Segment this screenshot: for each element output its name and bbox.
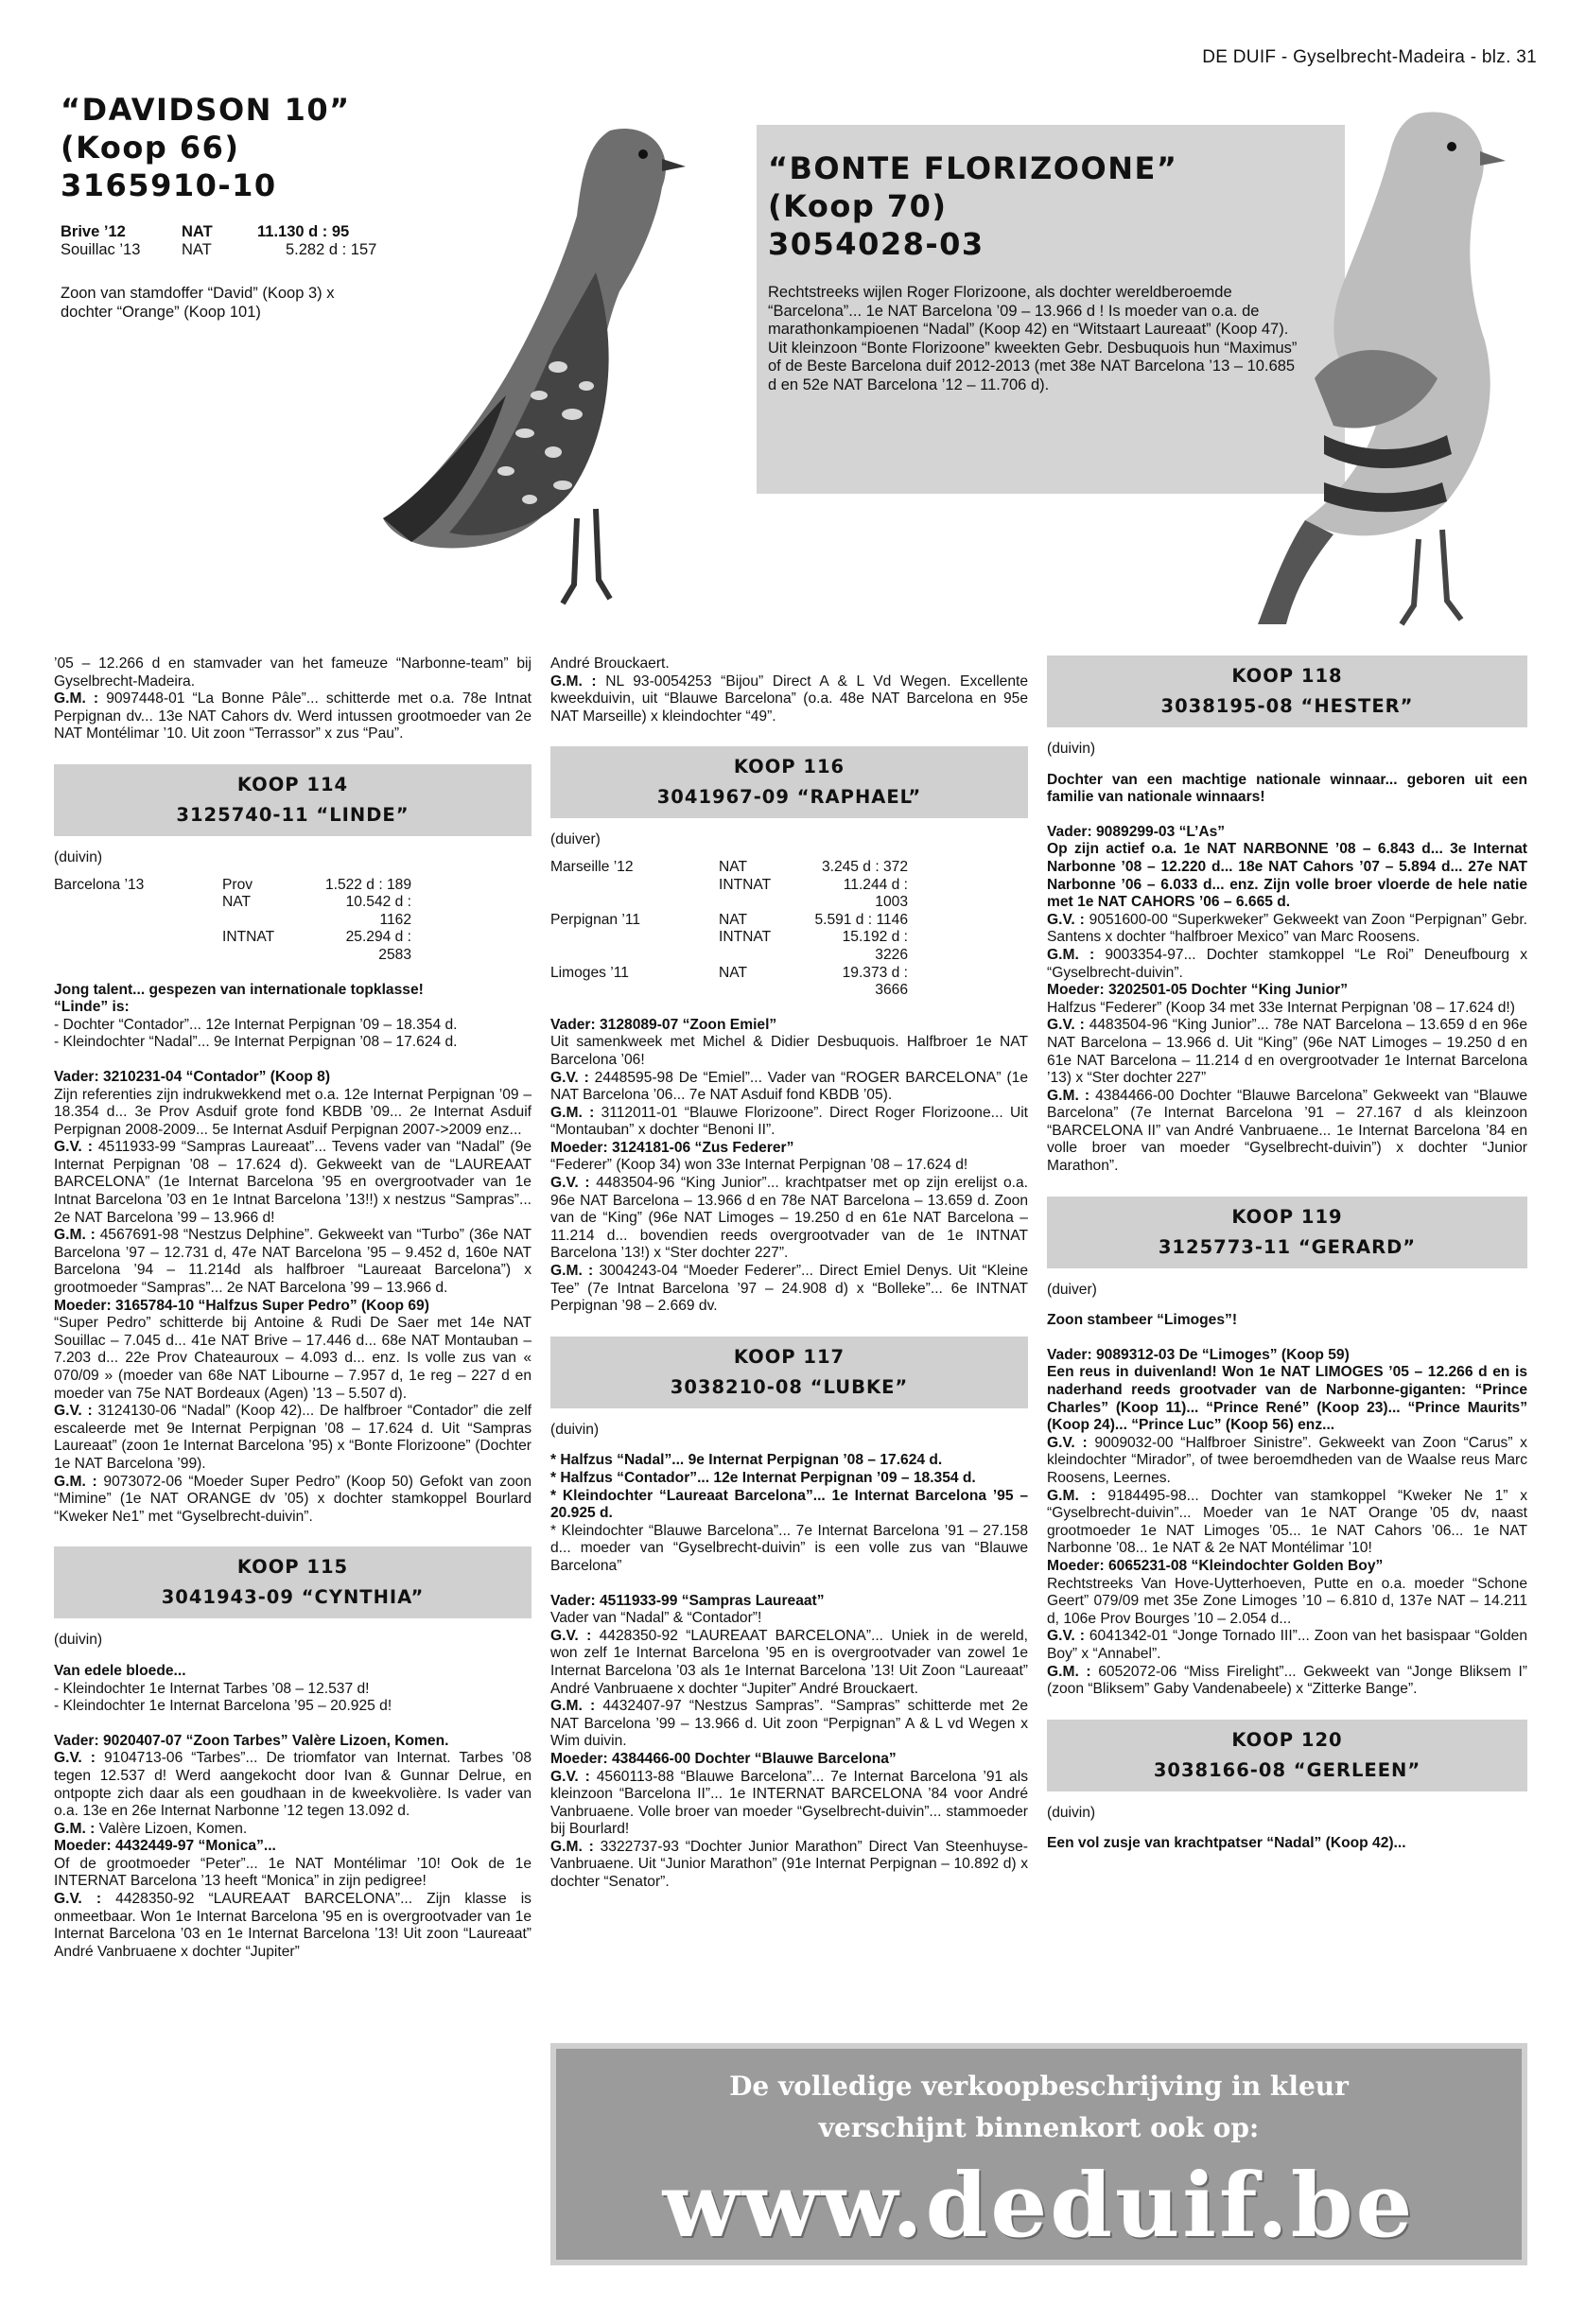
paragraph: André Brouckaert. — [550, 655, 670, 672]
paragraph: - Kleindochter 1e Internat Barcelona ’95 – 20.925 d! — [54, 1698, 392, 1715]
text: 9073072-06 “Moeder Super Pedro” (Koop 50) Gefokt van zoon “Mimine” (1e NAT ORANGE dv ’05) x dochter stamkoppel Bourlard “Kweker Ne1” met “Gyselbrecht-duivin”. — [54, 1473, 532, 1525]
paragraph: Halfzus “Federer” (Koop 34 met 33e Internat Perpignan ’08 – 17.624 d!) — [1047, 999, 1515, 1016]
paragraph: Vader: 3128089-07 “Zoon Emiel” — [550, 1016, 777, 1033]
paragraph: Moeder: 4432449-97 “Monica”... — [54, 1838, 276, 1855]
text: 9009032-00 “Halfbroer Sinistre”. Gekweekt van Zoon “Carus” x kleindochter “Mirador”, of twee beroemdheden van de Waalse reus Marc Roosens, Leernes. — [1047, 1434, 1527, 1486]
paragraph — [550, 1698, 1028, 1751]
davidson-results — [61, 223, 376, 258]
label: G.M. : — [54, 1820, 96, 1837]
lot-number: KOOP 116 — [733, 756, 845, 778]
koop-120-header — [1047, 1720, 1527, 1791]
paragraph — [1047, 1664, 1527, 1699]
text: 6052072-06 “Miss Firelight”... Gekweekt van “Jonge Bliksem I” (zoon “Bliksem” Gaby Vandenabeele) x “Zitterke Bange”. — [1047, 1663, 1527, 1698]
label: G.V. : — [54, 1139, 93, 1156]
label: G.M. : — [1047, 1087, 1090, 1104]
label: G.V. : — [54, 1891, 102, 1908]
paragraph: * Halfzus “Contador”... 12e Internat Perpignan ’09 – 18.354 d. — [550, 1470, 976, 1486]
text: 9003354-97... Dochter stamkoppel “Le Roi” Deneufbourg x “Gyselbrecht-duivin”. — [1047, 946, 1528, 981]
paragraph — [1047, 1088, 1527, 1176]
paragraph — [1047, 1017, 1527, 1087]
label: G.V. : — [54, 1750, 96, 1767]
result-race: Souillac ’13 — [61, 240, 141, 258]
bonte-florizoone-desc: Rechtstreeks wijlen Roger Florizoone, als dochter wereldberoemde “Barcelona”... 1e NAT Barcelona ’09 – 13.966 d ! Is moeder van o.a. de marathonkampioenen “Nadal” (Koop 42) en “Witstaart Laureaat” (Koop 47). Uit kleinzoon “Bonte Florizoone” kweekten Gebr. Desbuquois hun “Maximus” of de Beste Barcelona duif 2012-2013 (met 38e NAT Barcelona ’13 – 10.685 d en 52e NAT Barcelona ’12 – 11.706 d). — [768, 284, 1298, 393]
paragraph: Moeder: 4384466-00 Dochter “Blauwe Barcelona” — [550, 1750, 897, 1767]
result-val: 5.282 d : 157 — [286, 240, 377, 258]
koop-115-header — [54, 1546, 532, 1618]
paragraph — [1047, 1488, 1527, 1558]
text: 9184495-98... Dochter van stamkoppel “Kweker Ne 1” x “Gyselbrecht-duivin”... Moeder van 1e NAT Orange ’05 dv, naast grootmoeder 1e NAT Limoges ’05... 1e NAT Cahors ’06... 1e NAT Narbonne ’08... 1e NAT & 2e NAT Montélimar ’10! — [1047, 1487, 1527, 1557]
result-val: 11.130 d : 95 — [257, 223, 350, 240]
label: G.V. : — [1047, 1628, 1085, 1645]
label: G.V. : — [550, 1069, 589, 1086]
text: 6041342-01 “Jonge Tornado III”... Zoon van het basispaar “Golden Boy” x “Annabel”. — [1047, 1628, 1527, 1662]
page-header: DE DUIF - Gyselbrecht-Madeira - blz. 31 — [1202, 47, 1537, 67]
paragraph — [1047, 947, 1527, 982]
koop-119-header — [1047, 1197, 1527, 1268]
paragraph: Vader: 9089312-03 De “Limoges” (Koop 59) — [1047, 1346, 1350, 1363]
label: G.M. : — [550, 1838, 594, 1855]
website-banner[interactable] — [550, 2043, 1527, 2265]
paragraph: Jong talent... gespezen van internationale topklasse! — [54, 981, 424, 998]
paragraph — [1047, 1628, 1527, 1663]
paragraph — [1047, 912, 1527, 947]
result-cat: NAT — [222, 894, 252, 911]
sex-label: (duivin) — [54, 848, 103, 865]
result-cat: INTNAT — [719, 876, 772, 893]
paragraph: Een reus in duivenland! Won 1e NAT LIMOGES ’05 – 12.266 d en is naderhand reeds grootvader van de Narbonne-giganten: “Prince Charles” (Koop 11)... “Prince René” (Koop 23)... “Prince Maurits” (Koop 24)... “Prince Luc” (Koop 56) enz... — [1047, 1364, 1527, 1434]
paragraph: Zoon stambeer “Limoges”! — [1047, 1312, 1238, 1329]
lot-ring: 3038166-08 “GERLEEN” — [1153, 1758, 1421, 1781]
lot-number: KOOP 115 — [236, 1556, 349, 1579]
result-cat: NAT — [182, 223, 213, 240]
result-cat: NAT — [719, 858, 748, 875]
result-race — [550, 877, 719, 912]
text: 4432407-97 “Nestzus Sampras”. “Sampras” schitterde met 2e NAT Barcelona ’99 – 13.966 d. Uit zoon “Perpignan” A & L vd Wegen x Wim duivin. — [550, 1698, 1029, 1750]
text: 4511933-99 “Sampras Laureaat”... Tevens vader van “Nadal” (9e Internat Perpignan ’08 – 17.624 d). Gekweekt van de “LAUREAAT BARCELONA” (1e Internat Barcelona ’95 en overgrootvader van 1e Intnat Barcelona ’03 en 1e Intnat Barcelona ’13!!) x nestzus “Sampras”... 2e NAT Barcelona ’99 – 13.966 d! — [54, 1139, 532, 1226]
lot-ring: 3041967-09 “RAPHAEL” — [656, 786, 922, 809]
paragraph: Zijn referenties zijn indrukwekkend met o.a. 12e Internat Perpignan ’09 – 18.354 d... 3e Prov Asduif grote fond KBDB ’09... 2e Internat Asduif Perpignan 2008-2009... 5e Internat Asduif Perpignan 2007->2009 enz... — [54, 1086, 532, 1138]
paragraph — [54, 1750, 532, 1820]
label: G.M. : — [550, 673, 597, 690]
column-3 — [1047, 655, 1527, 1853]
column-2 — [550, 655, 1028, 1892]
text: NL 93-0054253 “Bijou” Direct A & L Vd Wegen. Excellente kweekduivin, uit “Blauwe Barcelona” (o.a. 48e NAT Barcelona en 95e NAT Marseille) x kleindochter “49”. — [550, 673, 1029, 725]
result-val: 5.591 d : 1146 — [814, 911, 908, 928]
paragraph: * Kleindochter “Blauwe Barcelona”... 7e Internat Barcelona ’91 – 27.158 d... moeder van “Gyselbrecht-duivin” is een volle zus van “Blauwe Barcelona” — [550, 1522, 1028, 1574]
paragraph: - Kleindochter “Nadal”... 9e Internat Perpignan ’08 – 17.624 d. — [54, 1034, 458, 1051]
label: G.M. : — [550, 1698, 596, 1715]
result-cat: NAT — [719, 964, 748, 981]
paragraph — [550, 673, 1028, 726]
paragraph: Op zijn actief o.a. 1e NAT NARBONNE ’08 – 6.843 d... 3e Internat Narbonne ’08 – 12.220 d... 18e NAT Cahors ’07 – 5.894 d... 27e NAT Narbonne ’06 – 6.033 d... enz. Zijn volle broer vloerde de hele natie met 1e NAT CAHORS ’06 – 6.665 d. — [1047, 841, 1527, 911]
result-race — [54, 894, 222, 929]
koop-118-header — [1047, 655, 1527, 727]
koop-114-header — [54, 764, 532, 836]
paragraph: Moeder: 3124181-06 “Zus Federer” — [550, 1139, 794, 1156]
lot-number: KOOP 119 — [1231, 1205, 1343, 1228]
lot-number: KOOP 118 — [1231, 665, 1343, 687]
paragraph: ’05 – 12.266 d en stamvader van het fameuze “Narbonne-team” bij Gyselbrecht-Madeira. — [54, 655, 532, 690]
paragraph: - Dochter “Contador”... 12e Internat Perpignan ’09 – 18.354 d. — [54, 1016, 458, 1033]
result-val: 15.192 d : 3226 — [842, 929, 908, 963]
text: 4384466-00 Dochter “Blauwe Barcelona” Gekweekt van “Blauwe Barcelona” (7e Internat Barcelona ’91 – 27.167 d als kleinzoon “BARCELONA II” van André Vanbruaene... 1e Internat Barcelona ’84 en volle broer van moeder “Gyselbrecht-duivin”) x dochter “Junior Marathon”. — [1047, 1087, 1528, 1175]
paragraph: Moeder: 3165784-10 “Halfzus Super Pedro” (Koop 69) — [54, 1297, 429, 1314]
pigeon-photo-davidson — [374, 112, 714, 627]
paragraph — [550, 1263, 1028, 1316]
label: G.V. : — [1047, 1434, 1088, 1451]
lot-number: KOOP 120 — [1231, 1728, 1343, 1751]
label: G.M. : — [550, 1263, 594, 1280]
text: 9051600-00 “Superkweker” Gekweekt van Zoon “Perpignan” Gebr. Santens x dochter “halfbroer Mexico” van Marc Roosens. — [1047, 911, 1527, 946]
paragraph — [1047, 1435, 1527, 1488]
result-cat: NAT — [182, 240, 212, 258]
paragraph — [550, 1105, 1028, 1140]
lot-number: KOOP 114 — [236, 773, 349, 795]
result-race: Barcelona ’13 — [54, 876, 145, 893]
lot-ring: 3041943-09 “CYNTHIA” — [161, 1586, 425, 1609]
paragraph — [54, 1821, 532, 1839]
result-val: 10.542 d : 1162 — [345, 894, 411, 928]
banner-line-2: verschijnt binnenkort ook op: — [818, 2112, 1260, 2143]
lot-ring: 3125740-11 “LINDE” — [176, 803, 410, 826]
koop-117-header — [550, 1337, 1028, 1408]
text: 9104713-06 “Tarbes”... De triomfator van Internat. Tarbes ’08 tegen 12.537 d! Werd aangekocht door Ivan & Gunnar Delrue, en ontpopte zich daar als een goudhaan in de kweekvolière. Is vader van o.a. 13e en 26e Internat Narbonne ’12 tegen 13.092 d. — [54, 1750, 532, 1820]
sex-label: (duivin) — [550, 1421, 600, 1438]
title-bonte-florizoone: “BONTE FLORIZOONE” (Koop 70) 3054028-03 — [768, 150, 1178, 262]
paragraph: Vader van “Nadal” & “Contador”! — [550, 1610, 762, 1627]
label: G.V. : — [54, 1403, 93, 1420]
paragraph — [54, 690, 532, 743]
result-race — [54, 929, 222, 964]
paragraph: * Halfzus “Nadal”... 9e Internat Perpignan ’08 – 17.624 d. — [550, 1452, 943, 1469]
label: G.V. : — [1047, 1017, 1085, 1034]
label: G.V. : — [550, 1768, 590, 1785]
paragraph: Vader: 9089299-03 “L’As” — [1047, 823, 1226, 840]
paragraph — [550, 1769, 1028, 1839]
result-race: Marseille ’12 — [550, 858, 634, 875]
text: 4560113-88 “Blauwe Barcelona”... 7e Internat Barcelona ’91 als kleinzoon “Barcelona II”... 1e INTERNAT BARCELONA ’84 voor André Vanbruaene. Volle broer van moeder “Gyselbrecht-duivin”... stammoeder bij Bourlard! — [550, 1768, 1028, 1838]
result-val: 11.244 d : 1003 — [843, 876, 908, 911]
text: Valère Lizoen, Komen. — [95, 1820, 248, 1837]
result-val: 25.294 d : 2583 — [345, 929, 411, 963]
column-1 — [54, 655, 532, 1961]
paragraph — [54, 1474, 532, 1527]
paragraph: Dochter van een machtige nationale winnaar... geboren uit een familie van nationale winnaars! — [1047, 771, 1527, 806]
koop-116-results — [550, 859, 908, 1000]
text: 4428350-92 “LAUREAAT BARCELONA”... Zijn klasse is onmeetbaar. Won 1e Internat Barcelona ’95 en is overgrootvader van 1e Internat Barcelona ’03 en 1e Internat Barcelona ’13! Uit zoon “Laureaat” André Vanbruaene x dochter “Jupiter” — [54, 1891, 532, 1960]
paragraph — [54, 1891, 532, 1961]
label: G.M. : — [54, 1473, 97, 1490]
sex-label: (duiver) — [1047, 1281, 1097, 1298]
paragraph: Vader: 3210231-04 “Contador” (Koop 8) — [54, 1068, 331, 1085]
lot-ring: 3038210-08 “LUBKE” — [670, 1375, 909, 1398]
paragraph: Uit samenkweek met Michel & Didier Desbuquois. Halfbroer 1e NAT Barcelona ’06! — [550, 1034, 1028, 1068]
result-val: 1.522 d : 189 — [324, 876, 411, 893]
paragraph: Of de grootmoeder “Peter”... 1e NAT Montélimar ’10! Ook de 1e INTERNAT Barcelona ’13 heeft “Monica” in zijn pedigree! — [54, 1855, 532, 1890]
label: G.M. : — [550, 1104, 595, 1121]
paragraph — [550, 1070, 1028, 1105]
text: 9097448-01 “La Bonne Pâle”... schitterde met o.a. 78e Intnat Perpignan dv... 13e NAT Cahors dv. Werd intussen grootmoeder van 2e NAT Montélimar ’10. Uit zoon “Terrassor” x zus “Pau”. — [54, 690, 532, 743]
text: 2448595-98 De “Emiel”... Vader van “ROGER BARCELONA” (1e NAT Barcelona ’06... 7e NAT Asduif fond KBDB ’05). — [550, 1069, 1028, 1104]
text: 3112011-01 “Blauwe Florizoone”. Direct Roger Florizoone... Uit “Montauban” x dochter “Benoni II”. — [550, 1104, 1029, 1139]
result-cat: INTNAT — [719, 929, 772, 946]
paragraph: Vader: 4511933-99 “Sampras Laureaat” — [550, 1592, 825, 1609]
sex-label: (duivin) — [1047, 741, 1096, 757]
lot-ring: 3125773-11 “GERARD” — [1158, 1235, 1417, 1258]
paragraph — [54, 1139, 532, 1227]
paragraph — [54, 1403, 532, 1473]
label: G.M. : — [54, 690, 99, 708]
paragraph: Rechtstreeks Van Hove-Uytterhoeven, Putte en o.a. moeder “Schone Geert” 079/09 met 35e Zone Limoges ’10 – 6.810 d, 137e NAT – 14.211 d, 106e Prov Bourges ’10 – 2.054 d... — [1047, 1575, 1527, 1627]
label: G.M. : — [1047, 946, 1095, 963]
text: 4483504-96 “King Junior”... 78e NAT Barcelona – 13.659 d en 96e NAT Barcelona – 13.966 d. Uit “King” (96e NAT Limoges – 19.250 d en 61e NAT Barcelona – 11.214 d en overgrootvader 1e Internat Barcelona ’13) x “Ster dochter 227” — [1047, 1017, 1527, 1087]
result-race: Brive ’12 — [61, 223, 126, 240]
koop-116-header — [550, 746, 1028, 818]
paragraph — [54, 1227, 532, 1297]
paragraph: “Federer” (Koop 34) won 33e Internat Perpignan ’08 – 17.624 d! — [550, 1157, 968, 1174]
paragraph: “Super Pedro” schitterde bij Antoine & Rudi De Saer met 14e NAT Souillac – 7.045 d... 41e NAT Brive – 17.446 d... 68e NAT Montauban – 7.203 d... 22e Prov Chateauroux – 4.093 d... enz. Is volle zus van « 070/09 » (moeder van 68e NAT Libourne – 7.957 d, 1e reg – 227 d en moeder van 75e NAT Bordeaux (Agen) ’13 – 5.507 d). — [54, 1315, 532, 1402]
paragraph — [550, 1839, 1028, 1892]
label: G.M. : — [1047, 1487, 1096, 1504]
davidson-desc: Zoon van stamdoffer “David” (Koop 3) x dochter “Orange” (Koop 101) — [61, 285, 335, 321]
paragraph: - Kleindochter 1e Internat Tarbes ’08 – 12.537 d! — [54, 1680, 370, 1697]
sex-label: (duivin) — [54, 1632, 103, 1649]
pigeon-photo-bonte-florizoone — [1182, 95, 1523, 634]
paragraph — [550, 1175, 1028, 1263]
lot-ring: 3038195-08 “HESTER” — [1160, 695, 1414, 717]
text: 4567691-98 “Nestzus Delphine”. Gekweekt van “Turbo” (36e NAT Barcelona ’97 – 12.731 d, 47e NAT Barcelona ’95 – 9.452 d, 160e NAT Barcelona ’94 – 11.214d als halfbroer “Laureaat Barcelona”) x grootmoeder “Sampras”... 2e NAT Barcelona ’99 – 13.966 d. — [54, 1227, 532, 1297]
title-davidson: “DAVIDSON 10” (Koop 66) 3165910-10 — [61, 92, 351, 203]
paragraph: * Kleindochter “Laureaat Barcelona”... 1e Internat Barcelona ’95 – 20.925 d. — [550, 1487, 1028, 1522]
result-race — [550, 929, 719, 964]
label: G.M. : — [54, 1227, 96, 1244]
paragraph: Van edele bloede... — [54, 1662, 186, 1679]
text: 4483504-96 “King Junior”... krachtpatser met op zijn erelijst o.a. 96e NAT Barcelona – 13.966 d en 78e NAT Barcelona – 13.659 d. Zoon van de “King” (96e NAT Limoges – 19.250 d en 61e NAT Barcelona – 11.214 d... bovendien reeds overgrootvader van de 1e INTNAT Barcelona ’13!) x “Ster dochter 227”. — [550, 1175, 1028, 1262]
result-val: 3.245 d : 372 — [821, 858, 908, 875]
text: 3004243-04 “Moeder Federer”... Direct Emiel Denys. Uit “Kleine Tee” (7e Intnat Barcelona ’97 – 24.908 d) x “Bolleke”... 6e INTNAT Perpignan ’98 – 2.669 dv. — [550, 1263, 1029, 1315]
paragraph: Vader: 9020407-07 “Zoon Tarbes” Valère Lizoen, Komen. — [54, 1732, 449, 1749]
website-link[interactable]: www.deduif.be — [662, 2154, 1416, 2258]
label: G.M. : — [1047, 1663, 1091, 1680]
koop-114-results — [54, 877, 411, 965]
paragraph: Moeder: 3202501-05 Dochter “King Junior” — [1047, 982, 1349, 999]
result-cat: Prov — [222, 876, 253, 893]
label: G.V. : — [550, 1175, 590, 1192]
sex-label: (duivin) — [1047, 1804, 1096, 1821]
result-race: Limoges ’11 — [550, 964, 629, 981]
result-race: Perpignan ’11 — [550, 911, 641, 928]
paragraph: Moeder: 6065231-08 “Kleindochter Golden Boy” — [1047, 1557, 1384, 1574]
result-cat: INTNAT — [222, 929, 275, 946]
paragraph: “Linde” is: — [54, 999, 130, 1016]
text: 3322737-93 “Dochter Junior Marathon” Direct Van Steenhuyse-Vanbruaene. Uit “Junior Marathon” (91e Internat Perpignan – 10.892 d) x dochter “Senator”. — [550, 1838, 1029, 1891]
text: 4428350-92 “LAUREAAT BARCELONA”... Uniek in de wereld, won zelf 1e Internat Barcelona ’95 en is overgrootvader van zowel 1e Internat Barcelona ’03 als 1e Internat Barcelona ’13! Uit Zoon “Laureaat” André Vanbruaene x dochter “Jupiter” André Brouckaert. — [550, 1627, 1028, 1697]
banner-line-1: De volledige verkoopbeschrijving in kleur — [729, 2071, 1349, 2102]
sex-label: (duiver) — [550, 831, 601, 848]
paragraph: Een vol zusje van krachtpatser “Nadal” (Koop 42)... — [1047, 1835, 1406, 1852]
text: 3124130-06 “Nadal” (Koop 42)... De halfbroer “Contador” die zelf escaleerde met 9e Internat Perpignan ’08 – 17.624 d. Uit “Sampras Laureaat” (zoon 1e Internat Barcelona ’95) x “Bonte Florizoone” (Dochter 1e NAT Barcelona ’99). — [54, 1403, 532, 1472]
result-cat: NAT — [719, 911, 748, 928]
label: G.V. : — [550, 1627, 592, 1644]
paragraph — [550, 1628, 1028, 1698]
result-val: 19.373 d : 3666 — [842, 964, 908, 999]
lot-number: KOOP 117 — [733, 1345, 845, 1368]
label: G.V. : — [1047, 911, 1085, 928]
